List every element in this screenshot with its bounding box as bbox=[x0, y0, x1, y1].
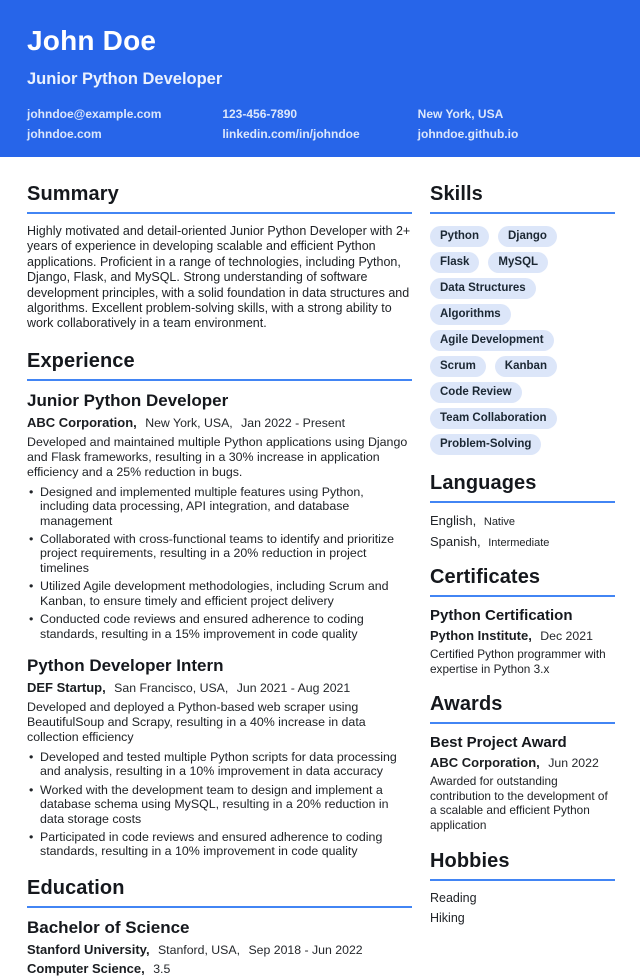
contact-github: johndoe.github.io bbox=[417, 127, 519, 141]
bullet-item: • Developed and tested multiple Python scripts for data processing and analysis, resulting in a 10% improvement in data accuracy bbox=[27, 750, 412, 779]
job-meta bbox=[27, 680, 412, 695]
bullet-item: • Collaborated with cross-functional teams to identify and prioritize project requirements, resulting in a 20% reduction in project timelines bbox=[27, 532, 412, 575]
section-skills bbox=[430, 183, 615, 455]
section-experience bbox=[27, 350, 412, 859]
experience-heading: Experience bbox=[27, 350, 412, 381]
job-company: ABC Corporation, bbox=[27, 414, 137, 430]
awards-heading: Awards bbox=[430, 693, 615, 724]
experience-entry bbox=[27, 391, 412, 641]
contact-linkedin: linkedin.com/in/johndoe bbox=[222, 127, 360, 141]
bullet-item: • Conducted code reviews and ensured adherence to coding standards, resulting in a 15% improvement in code quality bbox=[27, 612, 412, 641]
contact-column bbox=[222, 104, 417, 144]
job-description: Developed and maintained multiple Python applications using Django and Flask frameworks, resulting in a 30% increase in application efficiency and a 25% reduction in bugs. bbox=[27, 434, 408, 479]
job-location: San Francisco, USA, bbox=[114, 680, 229, 695]
bullet-item: • Designed and implemented multiple features using Python, including data processing, API integration, and database management bbox=[27, 485, 412, 528]
experience-entry bbox=[27, 656, 412, 859]
left-column bbox=[27, 183, 412, 976]
award-issuer: ABC Corporation, bbox=[430, 755, 540, 771]
certificate-title: Python Certification bbox=[430, 607, 573, 624]
bullet-item: • Worked with the development team to design and implement a database schema using MySQL, resulting in a 20% reduction in data storage costs bbox=[27, 783, 412, 826]
language-name: English, bbox=[430, 513, 477, 528]
language-level: Intermediate bbox=[488, 537, 550, 549]
skill-tag: Problem-Solving bbox=[430, 434, 541, 455]
gpa-value: 3.5 bbox=[153, 961, 171, 976]
section-hobbies bbox=[430, 850, 615, 925]
contact-phone: 123-456-7890 bbox=[222, 107, 298, 121]
contact-email: johndoe@example.com bbox=[27, 107, 162, 121]
skill-tag: Code Review bbox=[430, 382, 522, 403]
skill-tag: MySQL bbox=[488, 252, 548, 273]
contact-website: johndoe.com bbox=[27, 127, 102, 141]
section-certificates bbox=[430, 566, 615, 676]
job-dates: Jun 2021 - Aug 2021 bbox=[236, 680, 351, 695]
contact-location: New York, USA bbox=[417, 107, 504, 121]
job-description: Developed and deployed a Python-based web scraper using BeautifulSoup and Scrapy, resulting in a 40% increase in data collection efficiency bbox=[27, 699, 366, 744]
certificate-date: Dec 2021 bbox=[540, 629, 593, 643]
skill-tag-list bbox=[430, 224, 615, 455]
job-title: Junior Python Developer bbox=[27, 390, 229, 410]
skill-tag: Algorithms bbox=[430, 304, 511, 325]
education-heading: Education bbox=[27, 877, 412, 908]
section-education bbox=[27, 877, 412, 976]
hobbies-heading: Hobbies bbox=[430, 850, 615, 881]
job-bullet-list bbox=[27, 750, 412, 859]
education-major-line bbox=[27, 961, 412, 976]
hobby-item: Hiking bbox=[430, 910, 465, 925]
skill-tag: Scrum bbox=[430, 356, 486, 377]
language-level: Native bbox=[483, 516, 516, 528]
job-bullet-list bbox=[27, 485, 412, 641]
skill-tag: Kanban bbox=[495, 356, 557, 377]
right-column bbox=[430, 183, 615, 976]
contact-column bbox=[27, 104, 222, 144]
skill-tag: Django bbox=[498, 226, 557, 247]
skill-tag: Data Structures bbox=[430, 278, 536, 299]
certificate-description: Certified Python programmer with expertise in Python 3.x bbox=[430, 647, 606, 676]
language-name: Spanish, bbox=[430, 534, 481, 549]
school-dates: Sep 2018 - Jun 2022 bbox=[248, 942, 363, 957]
skills-heading: Skills bbox=[430, 183, 615, 214]
section-summary bbox=[27, 183, 412, 332]
certificate-issuer: Python Institute, bbox=[430, 628, 532, 643]
skill-tag: Agile Development bbox=[430, 330, 554, 351]
person-name: John Doe bbox=[27, 25, 157, 56]
contact-info bbox=[27, 104, 613, 144]
degree-title: Bachelor of Science bbox=[27, 917, 190, 937]
summary-heading: Summary bbox=[27, 183, 412, 214]
award-title: Best Project Award bbox=[430, 734, 567, 752]
award-date: Jun 2022 bbox=[548, 756, 599, 771]
school-location: Stanford, USA, bbox=[157, 942, 241, 957]
person-title: Junior Python Developer bbox=[27, 70, 223, 88]
certificates-heading: Certificates bbox=[430, 566, 615, 597]
skill-tag: Python bbox=[430, 226, 489, 247]
resume-body bbox=[0, 157, 640, 976]
job-location: New York, USA, bbox=[145, 415, 233, 430]
skill-tag: Flask bbox=[430, 252, 479, 273]
hobby-item: Reading bbox=[430, 890, 477, 905]
major-name: Computer Science, bbox=[27, 960, 145, 976]
school-name: Stanford University, bbox=[27, 941, 150, 957]
bullet-item: • Participated in code reviews and ensured adherence to coding standards, resulting in a 10% improvement in code quality bbox=[27, 830, 412, 859]
education-meta bbox=[27, 942, 412, 957]
language-item bbox=[430, 534, 615, 549]
bullet-item: • Utilized Agile development methodologies, including Scrum and Kanban, to ensure timely and efficient project delivery bbox=[27, 579, 412, 608]
contact-column bbox=[418, 104, 613, 144]
summary-text: Highly motivated and detail-oriented Junior Python Developer with 2+ years of experience in developing scalable and efficient Python applications. Proficient in a range of technologies, including Python, Django, Flask, and MySQL. Strong understanding of software development principles, with a solid foundation in data structures and algorithms. Excellent problem-solving skills, with a strong ability to work collaboratively in a team environment. bbox=[27, 224, 411, 331]
job-title: Python Developer Intern bbox=[27, 655, 224, 675]
skill-tag: Team Collaboration bbox=[430, 408, 557, 429]
language-item bbox=[430, 513, 615, 528]
languages-heading: Languages bbox=[430, 472, 615, 503]
award-description: Awarded for outstanding contribution to the development of a scalable and efficient Python application bbox=[430, 774, 608, 832]
job-dates: Jan 2022 - Present bbox=[241, 415, 346, 430]
job-company: DEF Startup, bbox=[27, 679, 106, 695]
resume-header bbox=[0, 0, 640, 157]
section-awards bbox=[430, 693, 615, 832]
column-gutter bbox=[412, 183, 430, 976]
job-meta bbox=[27, 415, 412, 430]
certificate-meta bbox=[430, 628, 615, 643]
award-meta bbox=[430, 755, 615, 770]
section-languages bbox=[430, 472, 615, 549]
